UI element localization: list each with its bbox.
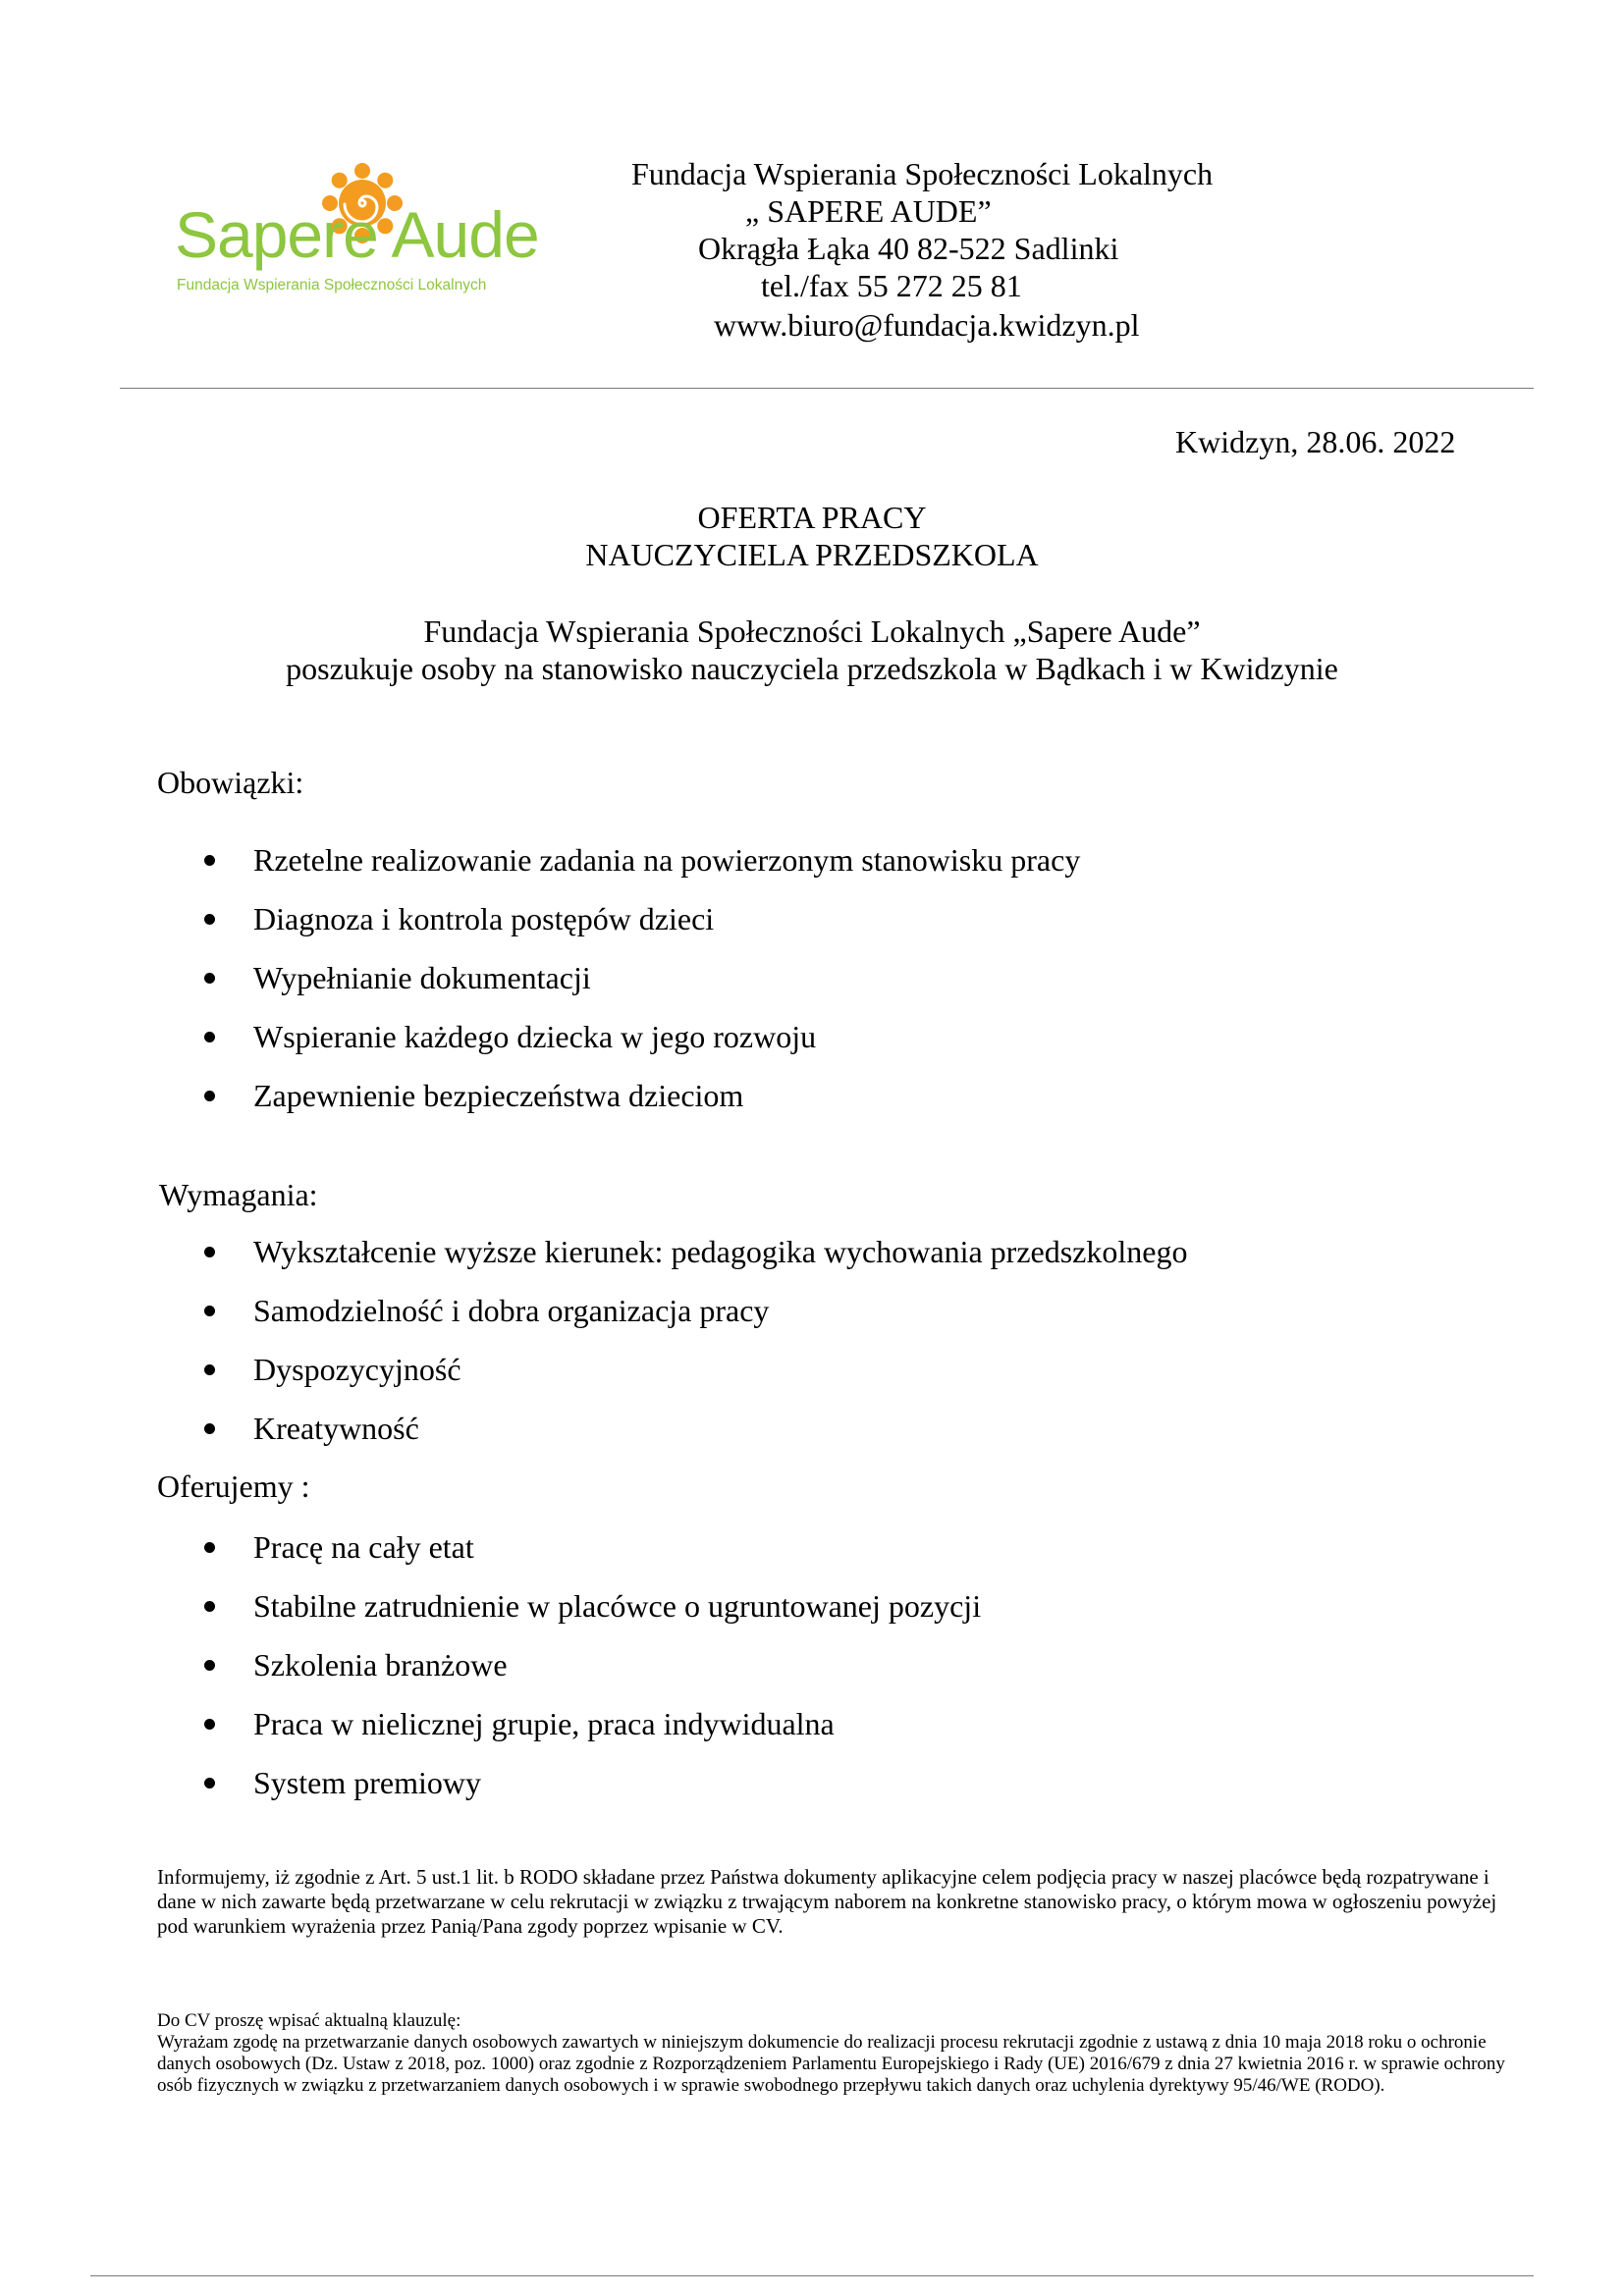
offer-title: OFERTA PRACY [697, 500, 927, 535]
org-address: Okrągła Łąka 40 82-522 Sadlinki [698, 231, 1119, 266]
bullet-icon [204, 1306, 215, 1316]
bullet-icon [204, 1247, 215, 1257]
bullet-icon [204, 1091, 215, 1101]
org-quote: „ SAPERE AUDE” [745, 193, 992, 229]
cv-clause-text: Wyrażam zgodę na przetwarzanie danych osobowych zawartych w niniejszym dokumencie do realizacji procesu rekrutacji zgodnie z ustawą z dnia 10 maja 2018 roku o ochronie danych osobowych (Dz. Ustaw z 2018, poz. 1000) oraz zgodnie z Rozporządzeniem Parlamentu Europejskiego i Rady (UE) 2016/679 z dnia 27 kwietnia 2016 r. w sprawie ochrony osób fizycznych w związku z przetwarzaniem danych osobowych i w sprawie swobodnego przepływu takich danych oraz uchylenia dyrektywy 95/46/WE (RODO). [157, 2032, 1505, 2096]
intro-line-2: poszukuje osoby na stanowisko nauczyciela przedszkola w Bądkach i w Kwidzynie [286, 651, 1338, 686]
requirements-heading: Wymagania: [159, 1177, 318, 1212]
bullet-icon [204, 1364, 215, 1375]
rodo-notice: Informujemy, iż zgodnie z Art. 5 ust.1 lit. b RODO składane przez Państwa dokumenty aplikacyjne celem podjęcia pracy w naszej placówce będą rozpatrywane i dane w nich zawarte będą przetwarzane w celu rekrutacji w związku z trwającym naborem na konkretne stanowisko pracy, o którym mowa w ogłoszeniu powyżej pod warunkiem wyrażenia przez Panią/Pana zgody poprzez wpisanie w CV. [157, 1865, 1497, 1938]
date-line: Kwidzyn, 28.06. 2022 [1175, 424, 1456, 459]
org-phone: tel./fax 55 272 25 81 [761, 268, 1022, 303]
bullet-icon [204, 973, 215, 984]
bullet-icon [204, 1778, 215, 1789]
bullet-icon [204, 914, 215, 925]
footer-divider [90, 2275, 1534, 2276]
foundation-logo [175, 163, 539, 310]
offer-heading: Oferujemy : [157, 1468, 310, 1504]
logo-tagline: Fundacja Wspierania Społeczności Lokalnych [177, 277, 487, 294]
org-website: www.biuro@fundacja.kwidzyn.pl [714, 307, 1140, 343]
bullet-icon [204, 1542, 215, 1553]
org-name: Fundacja Wspierania Społeczności Lokalnych [631, 156, 1214, 191]
bullet-icon [204, 1601, 215, 1612]
duties-heading: Obowiązki: [157, 765, 304, 800]
bullet-icon [204, 1660, 215, 1671]
header-divider [120, 388, 1534, 389]
bullet-icon [204, 1032, 215, 1042]
bullet-icon [204, 855, 215, 866]
offer-subtitle: NAUCZYCIELA PRZEDSZKOLA [585, 537, 1039, 572]
intro-line-1: Fundacja Wspierania Społeczności Lokalnych „Sapere Aude” [423, 614, 1201, 649]
bullet-icon [204, 1719, 215, 1730]
bullet-icon [204, 1423, 215, 1434]
logo-brand-text: Sapere Aude [175, 198, 539, 271]
cv-clause-intro: Do CV proszę wpisać aktualną klauzulę: [157, 2010, 461, 2031]
